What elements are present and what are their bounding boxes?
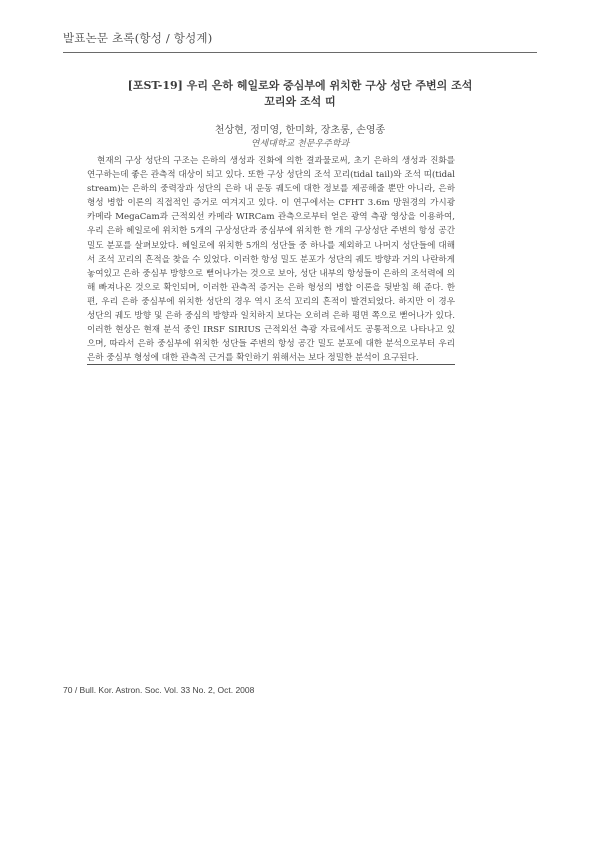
header-divider bbox=[63, 52, 537, 53]
article-title bbox=[70, 78, 530, 110]
abstract-body: 현재의 구상 성단의 구조는 은하의 생성과 진화에 의한 결과물로써, 초기 은하의 생성과 진화를 연구하는데 좋은 관측적 대상이 되고 있다. 또한 구상 성단의 조석 꼬리(tidal tail)와 조석 띠(tidal stream)는 은하의 중력장과 성단의 은하 내 운동 궤도에 대한 정보를 제공해줄 뿐만 아니라, 은하 형성 병합 이론의 직접적인 증거로 여겨지고 있다. 이 연구에서는 CFHT 3.6m 망원경의 가시광 카메라 MegaCam과 근적외선 카메라 WIRCam 관측으로부터 얻은 광역 측광 영상을 이용하여, 우리 은하 헤일로에 위치한 5개의 구상성단과 중심부에 위치한 한 개의 구상성단 주변의 항성 공간 밀도 분포를 살펴보았다. 헤일로에 위치한 5개의 성단들 중 하나를 제외하고 나머지 성단들에 대해서 조석 꼬리의 흔적을 찾을 수 있었다. 이러한 항성 밀도 분포가 성단의 궤도 방향과 거의 나란하게 놓여있고 은하 중심부 방향으로 뻗어나가는 것으로 보아, 성단 내부의 항성들이 은하의 조석력에 의해 빠져나온 것으로 확인되며, 이러한 관측적 증거는 은하 형성의 병합 이론을 뒷받침 해 준다. 한편, 우리 은하 중심부에 위치한 성단의 경우 역시 조석 꼬리의 흔적이 발견되었다. 하지만 이 경우 성단의 궤도 방향 및 은하 중심의 방향과 일치하지 보다는 오히려 은하 평면 쪽으로 뻗어나가 있다. 이러한 현상은 현재 분석 중인 IRSF SIRIUS 근적외선 측광 자료에서도 공통적으로 나타나고 있으며, 따라서 은하 중심부에 위치한 성단들 주변의 항성 공간 밀도 분포에 대한 분석으로부터 우리 은하 중심부 형성에 대한 관측적 근거를 확인하기 위해서는 보다 정밀한 분석이 요구된다. bbox=[87, 156, 455, 364]
running-head: 발표논문 초록(항성 / 항성계) bbox=[63, 31, 213, 45]
page-footer: 70 / Bull. Kor. Astron. Soc. Vol. 33 No. 2, Oct. 2008 bbox=[63, 685, 255, 695]
title-line-1: [포ST-19] 우리 은하 헤일로와 중심부에 위치한 구상 성단 주변의 조석 bbox=[127, 79, 473, 92]
affiliation: 연세대학교 천문우주학과 bbox=[250, 139, 350, 149]
author-list: 천상현, 정미영, 한미화, 장초롱, 손영종 bbox=[214, 125, 386, 136]
abstract-end-divider bbox=[87, 364, 455, 365]
title-line-2: 꼬리와 조석 띠 bbox=[264, 95, 336, 108]
